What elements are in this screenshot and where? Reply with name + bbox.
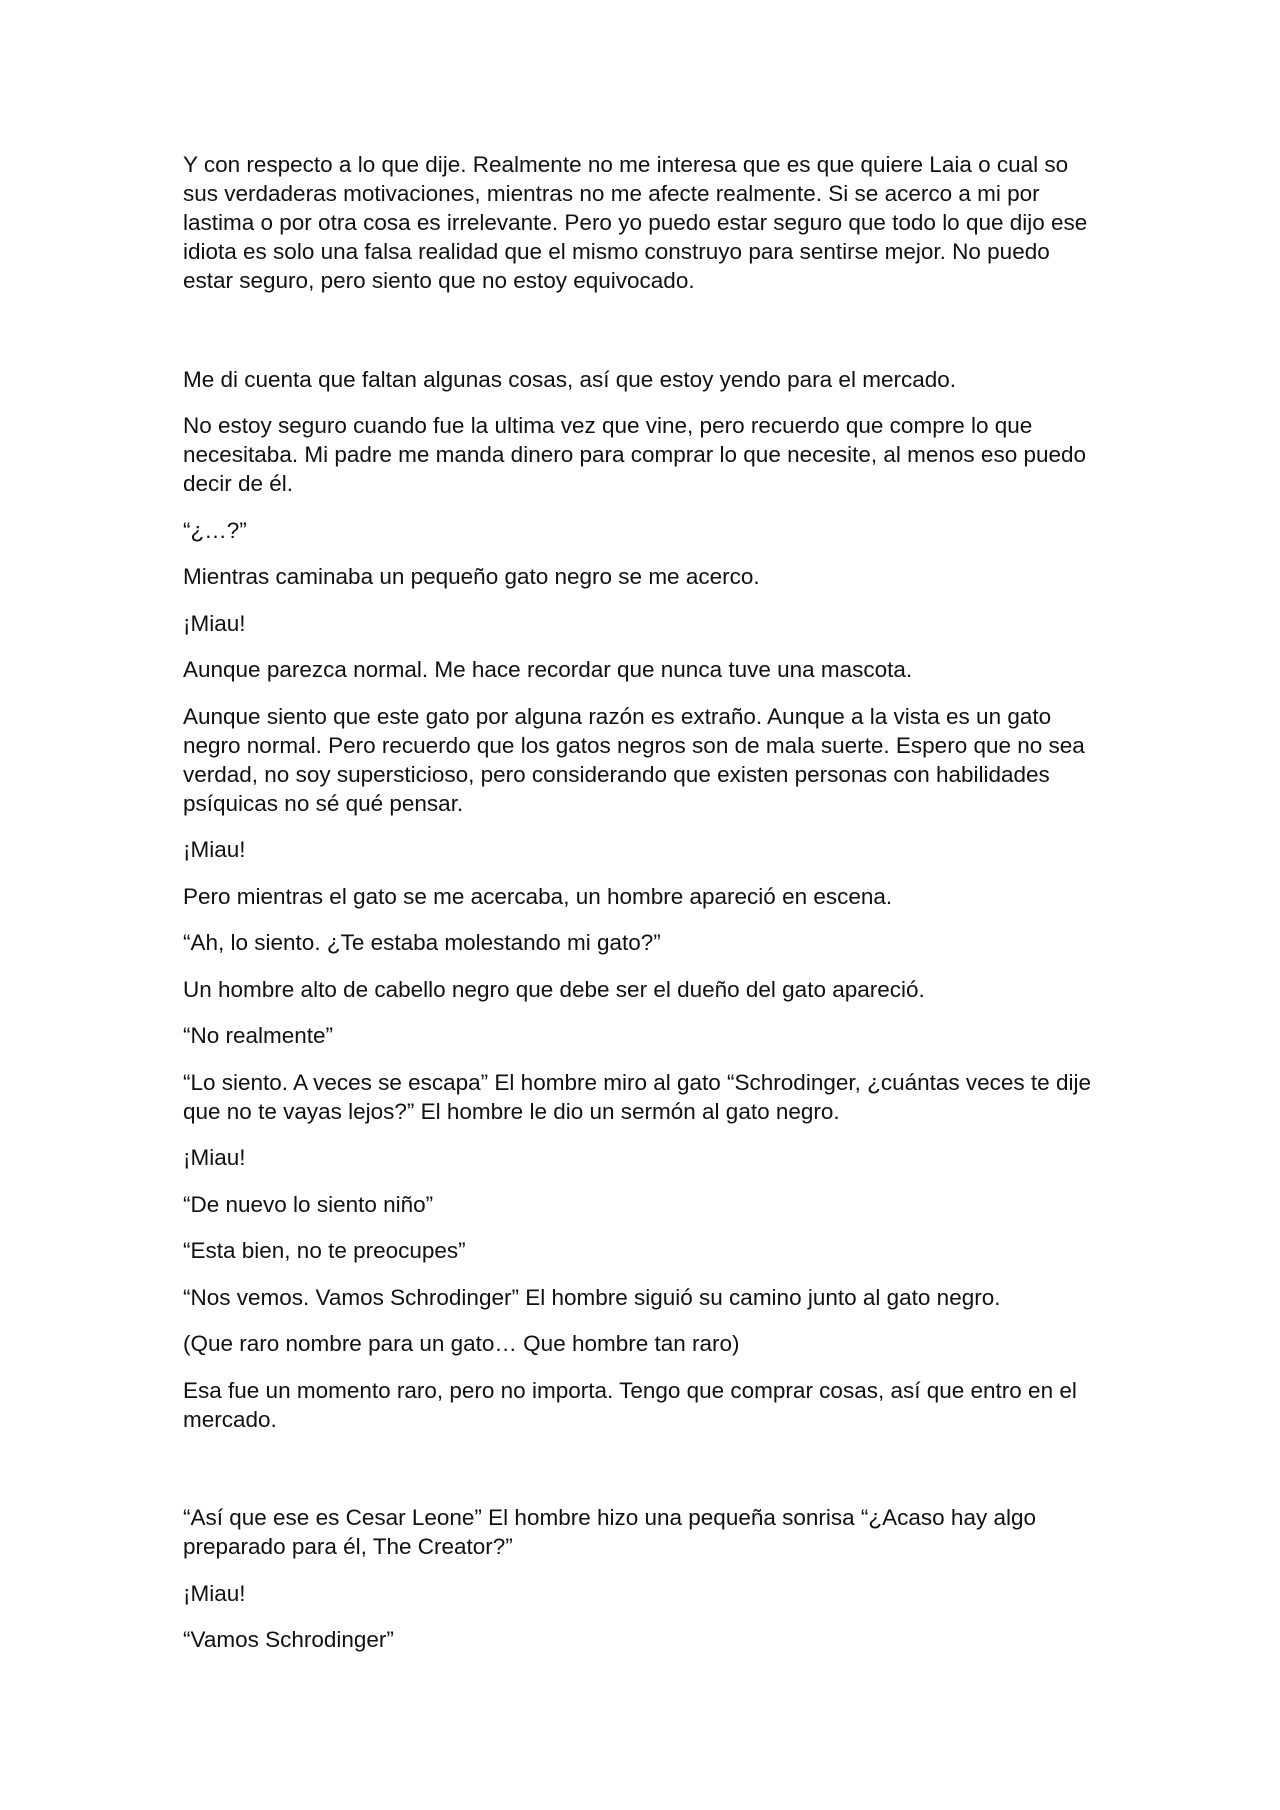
section-reflection <box>183 150 1103 295</box>
paragraph: Mientras caminaba un pequeño gato negro se me acerco. <box>183 564 760 589</box>
paragraph: (Que raro nombre para un gato… Que hombre tan raro) <box>183 1331 740 1356</box>
paragraph: “De nuevo lo siento niño” <box>183 1191 434 1217</box>
paragraph: “Lo siento. A veces se escapa” El hombre miro al gato “Schrodinger, ¿cuántas veces te dije que no te vayas lejos?” El hombre le dio un sermón al gato negro. <box>183 1069 1091 1124</box>
paragraph: ¡Miau! <box>183 610 246 636</box>
paragraph: “No realmente” <box>183 1023 334 1048</box>
paragraph: ¡Miau! <box>183 1145 246 1170</box>
paragraph: Y con respecto a lo que dije. Realmente no me interesa que es que quiere Laia o cual so sus verdaderas motivaciones, mientras no me afecte realmente. Si se acerco a mi por lastima o por otra cosa es irrelevante. Pero yo puedo estar seguro que todo lo que dijo ese idiota es solo una falsa realidad que el mismo construyo para sentirse mejor. No puedo estar seguro, pero siento que no estoy equivocado. <box>183 152 1088 293</box>
paragraph: Aunque parezca normal. Me hace recordar que nunca tuve una mascota. <box>183 657 913 682</box>
paragraph: “Ah, lo siento. ¿Te estaba molestando mi gato?” <box>183 930 661 955</box>
paragraph: “Esta bien, no te preocupes” <box>183 1238 466 1263</box>
paragraph: Un hombre alto de cabello negro que debe ser el dueño del gato apareció. <box>183 976 925 1002</box>
paragraph: “¿…?” <box>183 517 247 543</box>
paragraph: Pero mientras el gato se me acercaba, un hombre apareció en escena. <box>183 883 893 909</box>
paragraph: ¡Miau! <box>183 837 246 862</box>
section-creator <box>183 1503 1103 1654</box>
scene-break <box>183 1451 1103 1503</box>
paragraph: ¡Miau! <box>183 1580 246 1606</box>
section-market-walk <box>183 365 1103 1434</box>
paragraph: Esa fue un momento raro, pero no importa. Tengo que comprar cosas, así que entro en el mercado. <box>183 1377 1077 1432</box>
paragraph: “Nos vemos. Vamos Schrodinger” El hombre siguió su camino junto al gato negro. <box>183 1284 1001 1310</box>
scene-break <box>183 313 1103 365</box>
paragraph: “Así que ese es Cesar Leone” El hombre hizo una pequeña sonrisa “¿Acaso hay algo preparado para él, The Creator?” <box>183 1505 1037 1559</box>
paragraph: “Vamos Schrodinger” <box>183 1627 394 1652</box>
paragraph: Me di cuenta que faltan algunas cosas, así que estoy yendo para el mercado. <box>183 366 956 392</box>
paragraph: No estoy seguro cuando fue la ultima vez que vine, pero recuerdo que compre lo que necesitaba. Mi padre me manda dinero para comprar lo que necesite, al menos eso puedo decir de él. <box>183 413 1087 496</box>
document-page <box>183 150 1103 1672</box>
paragraph: Aunque siento que este gato por alguna razón es extraño. Aunque a la vista es un gato negro normal. Pero recuerdo que los gatos negros son de mala suerte. Espero que no sea verdad, no soy supersticioso, pero considerando que existen personas con habilidades psíquicas no sé qué pensar. <box>183 703 1085 816</box>
